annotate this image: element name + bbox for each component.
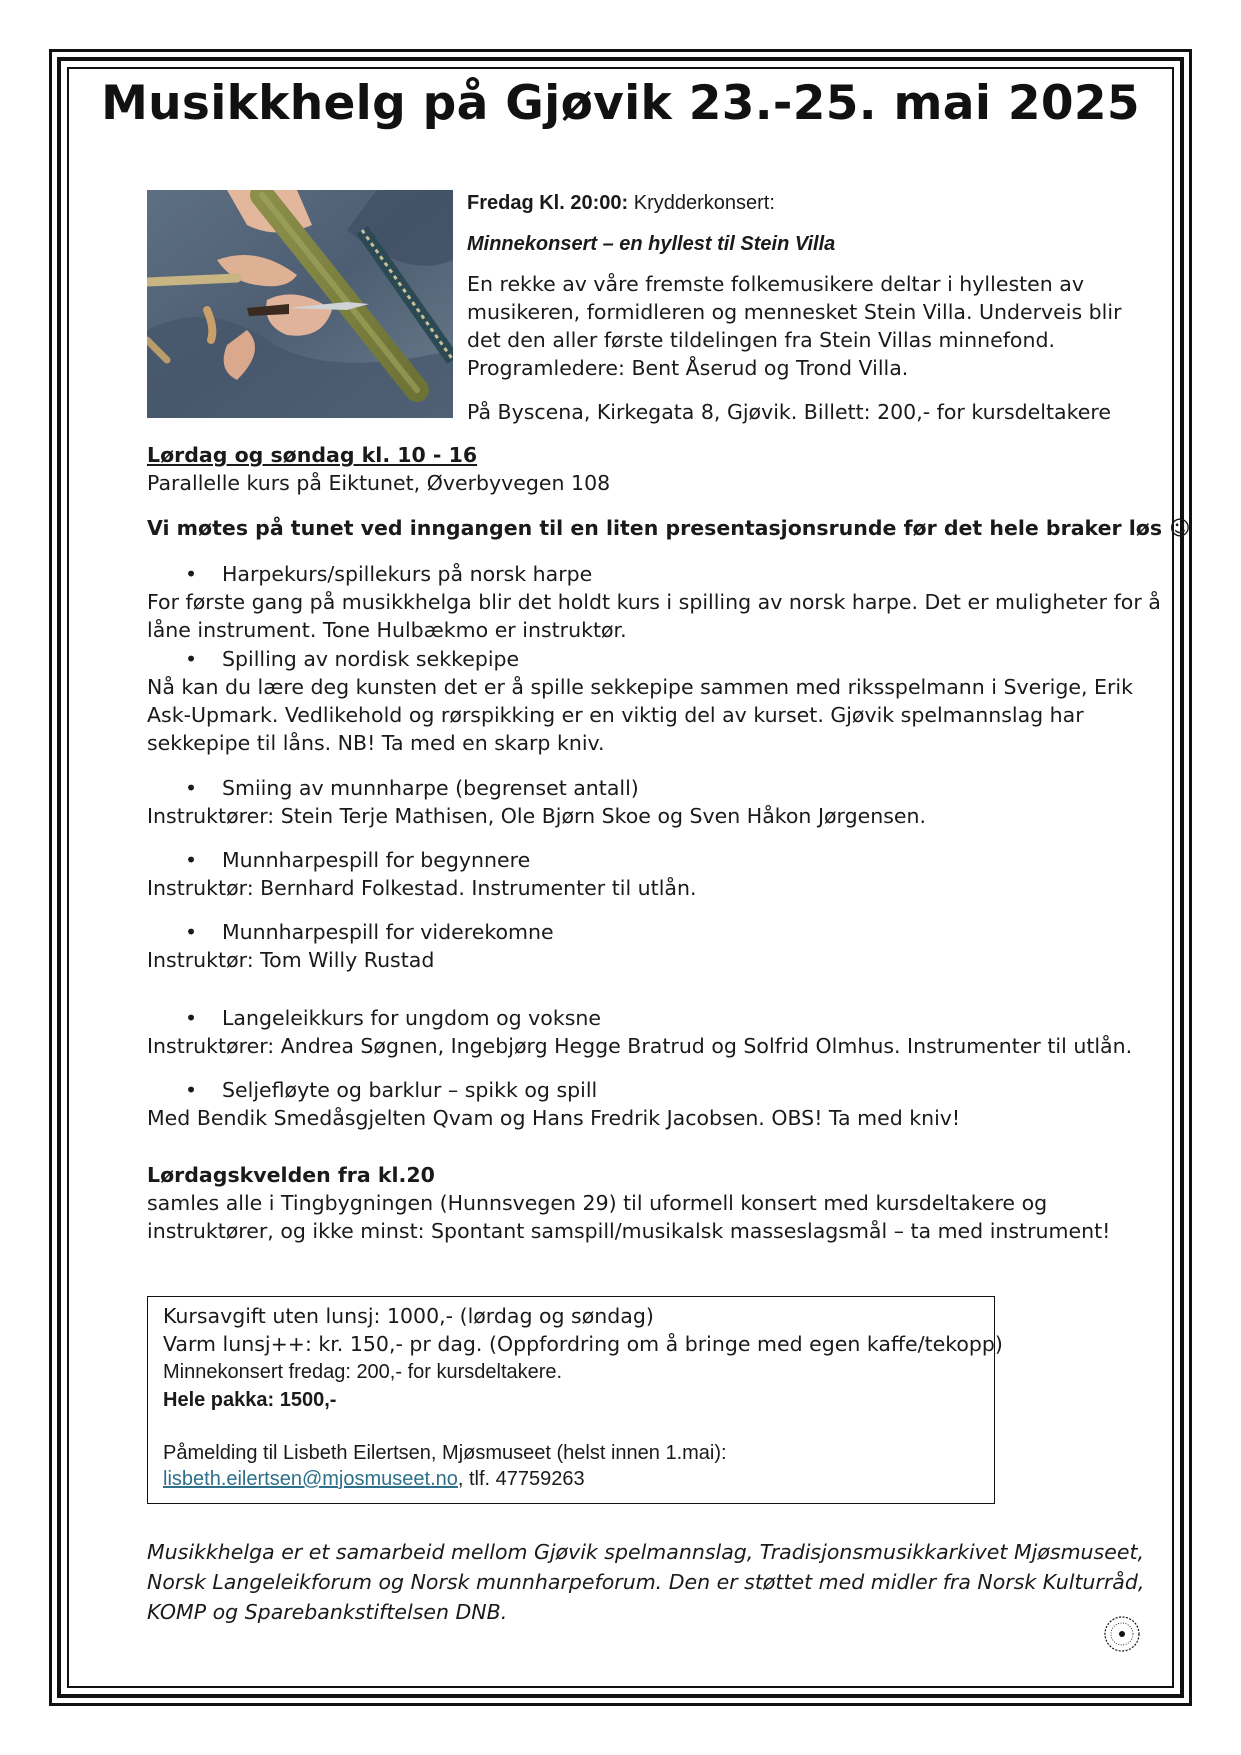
bullet-icon: • <box>185 920 198 944</box>
fee-box <box>147 1296 1003 1504</box>
course-description <box>147 673 1133 757</box>
weekend-heading: Lørdag og søndag kl. 10 - 16 <box>147 443 478 467</box>
course-line: Instruktører: Andrea Søgnen, Ingebjørg Hegge Bratrud og Solfrid Olmhus. Instrumenter til utlån. <box>147 1034 1133 1058</box>
friday-venue: På Byscena, Kirkegata 8, Gjøvik. Billett: 200,- for kursdeltakere <box>467 400 1111 424</box>
page-title: Musikkhelg på Gjøvik 23.-25. mai 2025 <box>101 76 1140 131</box>
course-title: • Langeleikkurs for ungdom og voksne <box>185 1006 601 1030</box>
course-description <box>147 946 434 974</box>
email-link[interactable]: lisbeth.eilertsen@mjosmuseet.no <box>163 1468 458 1490</box>
weekend-intro <box>147 514 1191 542</box>
bullet-icon: • <box>185 562 198 586</box>
course-line: Instruktør: Tom Willy Rustad <box>147 948 435 972</box>
bullet-icon: • <box>185 1078 198 1102</box>
course-description <box>147 802 926 830</box>
weekend-intro-text: Vi møtes på tunet ved inngangen til en liten presentasjonsrunde før det hele braker løs <box>147 516 1163 540</box>
evening-line: samles alle i Tingbygningen (Hunnsvegen 29) til uformell konsert med kursdeltakere og <box>147 1191 1048 1215</box>
course-title: • Munnharpespill for viderekomne <box>185 920 554 944</box>
signup-info: Påmelding til Lisbeth Eilertsen, Mjøsmuseet (helst innen 1.mai): <box>163 1442 727 1464</box>
friday-time-line <box>467 189 775 217</box>
friday-subtitle: Minnekonsert – en hyllest til Stein Villa <box>467 233 836 255</box>
contact-line <box>163 1465 585 1493</box>
bullet-icon: • <box>185 1006 198 1030</box>
course-line: For første gang på musikkhelga blir det holdt kurs i spilling av norsk harpe. Det er muligheter for å <box>147 590 1161 614</box>
friday-time-rest: Krydderkonsert: <box>628 192 775 214</box>
evening-line: instruktører, og ikke minst: Spontant samspill/musikalsk masseslagsmål – ta med instrument! <box>147 1219 1111 1243</box>
bullet-icon: • <box>185 848 198 872</box>
course-title: • Seljefløyte og barklur – spikk og spill <box>185 1078 598 1102</box>
fee-course: Kursavgift uten lunsj: 1000,- (lørdag og søndag) <box>163 1304 654 1328</box>
phone-text: , tlf. 47759263 <box>457 1468 585 1490</box>
course-title: • Harpekurs/spillekurs på norsk harpe <box>185 562 593 586</box>
bullet-icon: • <box>185 776 198 800</box>
course-description <box>147 1032 1132 1060</box>
course-line: Med Bendik Smedåsgjelten Qvam og Hans Fredrik Jacobsen. OBS! Ta med kniv! <box>147 1106 961 1130</box>
description-line: det den aller første tildelingen fra Stein Villas minnefond. <box>467 328 1055 352</box>
circular-stamp-icon <box>1100 1612 1144 1656</box>
friday-time-label: Fredag Kl. 20:00: <box>467 192 629 214</box>
fee-concert: Minnekonsert fredag: 200,- for kursdeltakere. <box>163 1361 563 1383</box>
description-line: musikeren, formidleren og mennesket Stein Villa. Underveis blir <box>467 300 1122 324</box>
course-line: Instruktører: Stein Terje Mathisen, Ole Bjørn Skoe og Sven Håkon Jørgensen. <box>147 804 927 828</box>
course-line: Nå kan du lære deg kunsten det er å spille sekkepipe sammen med riksspelmann i Sverige, Erik <box>147 675 1133 699</box>
footer-line: Musikkhelga er et samarbeid mellom Gjøvik spelmannslag, Tradisjonsmusikkarkivet Mjøsmuseet, <box>147 1540 1144 1564</box>
course-line: låne instrument. Tone Hulbækmo er instruktør. <box>147 618 627 642</box>
footer-text <box>147 1537 1144 1627</box>
saturday-evening-heading: Lørdagskvelden fra kl.20 <box>147 1163 435 1187</box>
course-line: Instruktør: Bernhard Folkestad. Instrumenter til utlån. <box>147 876 697 900</box>
woodcarving-photo <box>147 190 453 418</box>
course-title: • Spilling av nordisk sekkepipe <box>185 647 520 671</box>
saturday-evening-text <box>147 1189 1110 1245</box>
bullet-icon: • <box>185 647 198 671</box>
course-title: • Munnharpespill for begynnere <box>185 848 531 872</box>
wink-emoji-icon: 😉 <box>1169 516 1191 540</box>
course-title: • Smiing av munnharpe (begrenset antall) <box>185 776 639 800</box>
course-line: Ask-Upmark. Vedlikehold og rørspikking er en viktig del av kurset. Gjøvik spelmannslag har <box>147 703 1084 727</box>
fee-package: Hele pakka: 1500,- <box>163 1389 337 1411</box>
footer-line: Norsk Langeleikforum og Norsk munnharpeforum. Den er støttet med midler fra Norsk Kulturråd, <box>147 1570 1145 1594</box>
description-line: En rekke av våre fremste folkemusikere deltar i hyllesten av <box>467 272 1084 296</box>
description-line: Programledere: Bent Åserud og Trond Villa. <box>467 356 909 380</box>
course-description <box>147 874 696 902</box>
course-description <box>147 588 1161 644</box>
fee-lunch: Varm lunsj++: kr. 150,- pr dag. (Oppfordring om å bringe med egen kaffe/tekopp) <box>163 1332 1003 1356</box>
footer-line: KOMP og Sparebankstiftelsen DNB. <box>147 1600 508 1624</box>
course-description <box>147 1104 960 1132</box>
weekend-location: Parallelle kurs på Eiktunet, Øverbyvegen 108 <box>147 471 611 495</box>
friday-description <box>467 270 1122 382</box>
course-line: sekkepipe til låns. NB! Ta med en skarp kniv. <box>147 731 605 755</box>
